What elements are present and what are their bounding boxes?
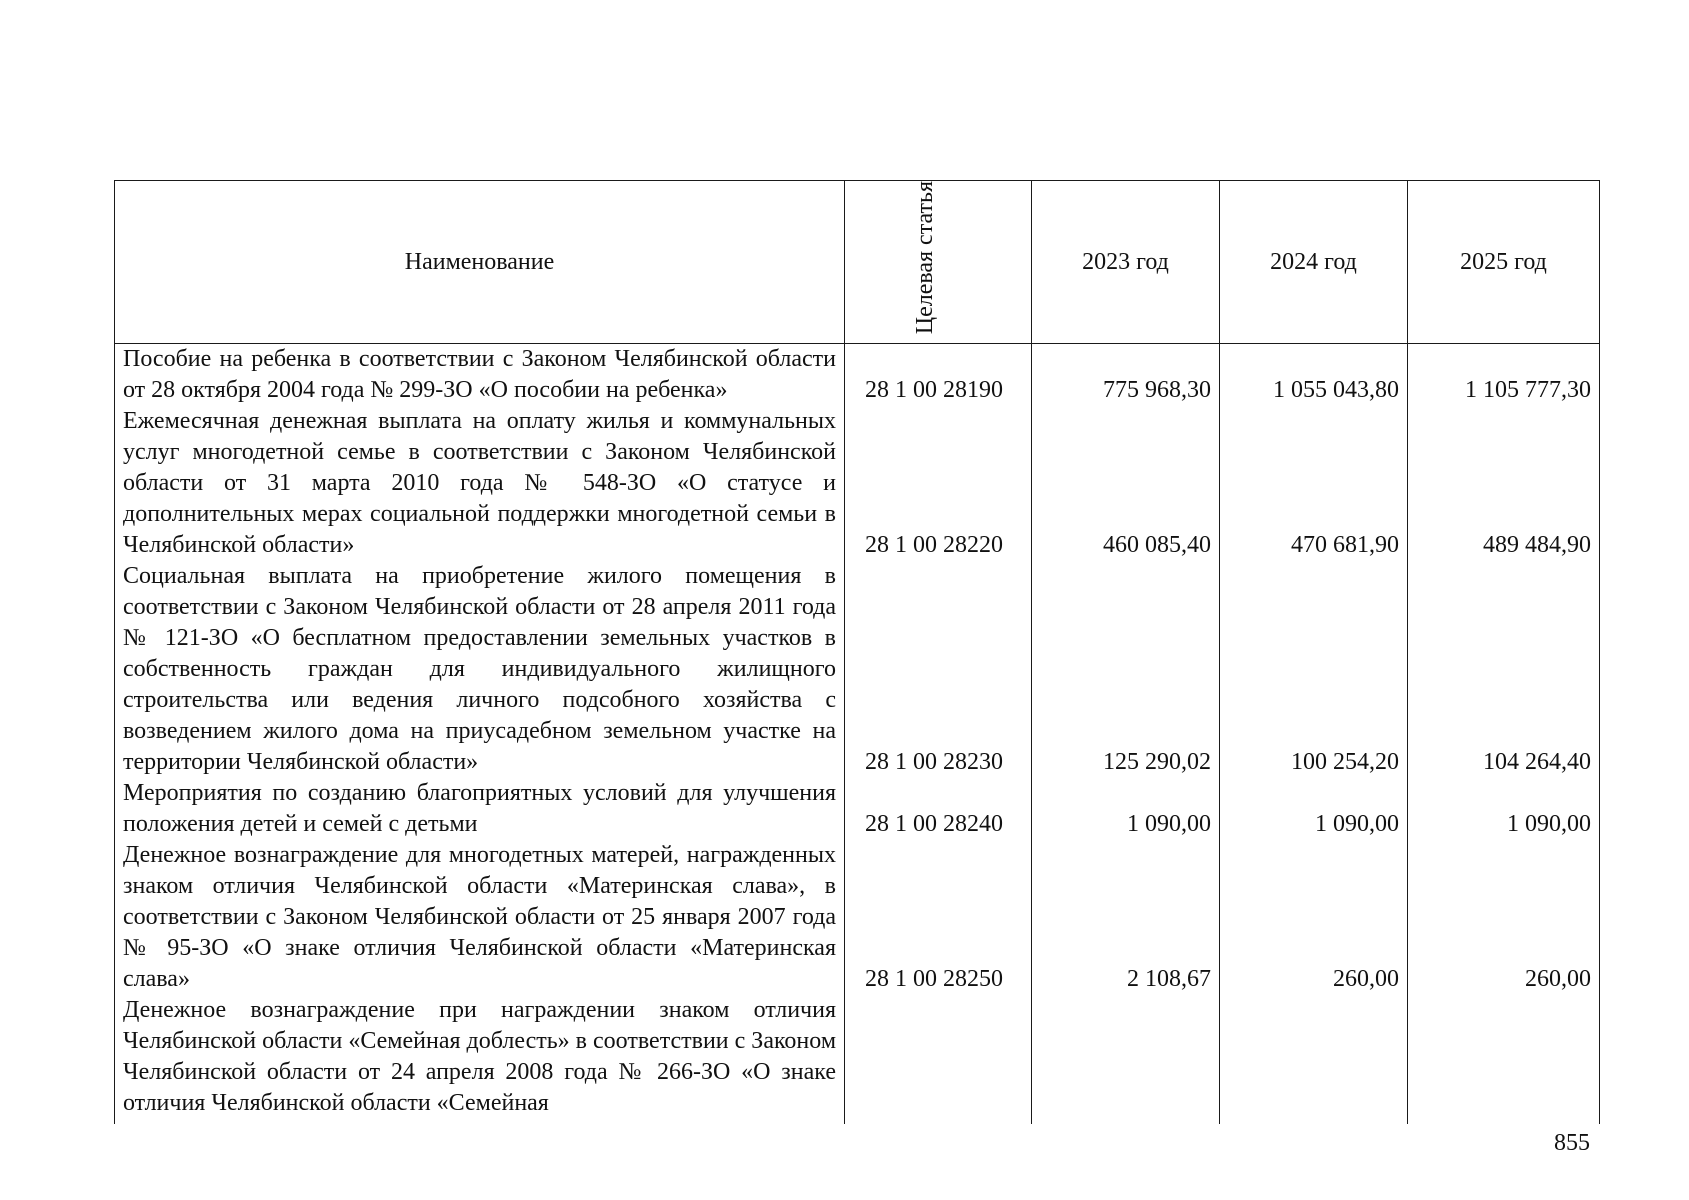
row-code: 28 1 00 28220 [845,406,1032,561]
header-2025: 2025 год [1408,181,1600,344]
row-2024: 470 681,90 [1220,406,1408,561]
row-2023 [1032,995,1220,1124]
row-code: 28 1 00 28230 [845,561,1032,778]
row-2023: 775 968,30 [1032,344,1220,407]
row-name: Денежное вознаграждение при награждении знаком отличия Челябинской области «Семейная доблесть» в соответствии с Законом Челябинской области от 24 апреля 2008 года № 266-ЗО «О знаке отличия Челябинской области «Семейная [115,995,845,1124]
row-code: 28 1 00 28240 [845,778,1032,840]
budget-table [114,180,1600,1124]
table-row [115,561,1600,778]
row-2024 [1220,995,1408,1124]
row-2023: 125 290,02 [1032,561,1220,778]
header-name: Наименование [115,181,845,344]
row-2025: 104 264,40 [1408,561,1600,778]
header-code-label: Целевая статья [912,181,938,335]
page-number: 855 [1554,1130,1590,1156]
row-name: Ежемесячная денежная выплата на оплату жилья и коммунальных услуг многодетной семье в соответствии с Законом Челябинской области от 31 марта 2010 года № 548-ЗО «О статусе и дополнительных мерах социальной поддержки многодетной семьи в Челябинской области» [115,406,845,561]
row-code [845,995,1032,1124]
row-2024: 1 090,00 [1220,778,1408,840]
row-2023: 1 090,00 [1032,778,1220,840]
row-2025: 1 105 777,30 [1408,344,1600,407]
row-code: 28 1 00 28250 [845,840,1032,995]
row-2024: 1 055 043,80 [1220,344,1408,407]
row-2025: 260,00 [1408,840,1600,995]
table-header-row [115,181,1600,344]
table-row [115,840,1600,995]
table-row [115,344,1600,407]
row-2023: 2 108,67 [1032,840,1220,995]
header-2024: 2024 год [1220,181,1408,344]
row-2023: 460 085,40 [1032,406,1220,561]
row-2024: 260,00 [1220,840,1408,995]
row-name: Социальная выплата на приобретение жилого помещения в соответствии с Законом Челябинской области от 28 апреля 2011 года № 121-ЗО «О бесплатном предоставлении земельных участков в собственность граждан для индивидуального жилищного строительства или ведения личного подсобного хозяйства с возведением жилого дома на приусадебном земельном участке на территории Челябинской области» [115,561,845,778]
header-2023: 2023 год [1032,181,1220,344]
row-2025 [1408,995,1600,1124]
table-row [115,406,1600,561]
row-2025: 489 484,90 [1408,406,1600,561]
row-2024: 100 254,20 [1220,561,1408,778]
header-code [845,181,1032,344]
table-row [115,778,1600,840]
row-name: Денежное вознаграждение для многодетных матерей, награжденных знаком отличия Челябинской области «Материнская слава», в соответствии с Законом Челябинской области от 25 января 2007 года № 95-ЗО «О знаке отличия Челябинской области «Материнская слава» [115,840,845,995]
row-2025: 1 090,00 [1408,778,1600,840]
row-name: Пособие на ребенка в соответствии с Законом Челябинской области от 28 октября 2004 года № 299-ЗО «О пособии на ребенка» [115,344,845,407]
table-row [115,995,1600,1124]
row-name: Мероприятия по созданию благоприятных условий для улучшения положения детей и семей с детьми [115,778,845,840]
row-code: 28 1 00 28190 [845,344,1032,407]
